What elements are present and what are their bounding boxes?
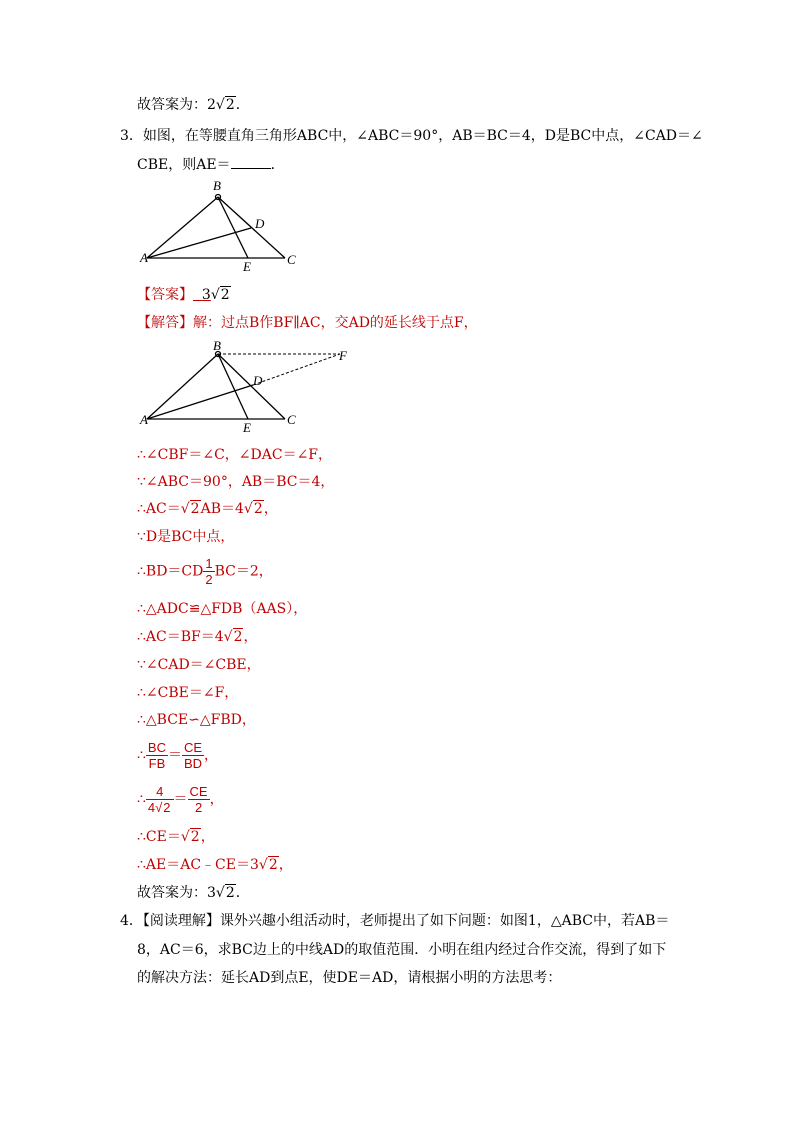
question-4-line-1: 4．【阅读理解】课外兴趣小组活动时，老师提出了如下问题：如图1，△ABC中，若AB＝ bbox=[120, 913, 670, 929]
question-4-line-2: 8，AC＝6，求BC边上的中线AD的取值范围．小明在组内经过合作交流，得到了如下 bbox=[137, 942, 667, 958]
step-11: ∴ $\frac{BC}{FB}$ ＝ $\frac{CE}{BD}$ ， bbox=[137, 740, 219, 771]
step-4: ∵D是BC中点， bbox=[137, 529, 235, 545]
half-fraction: $\frac{1}{2}$ bbox=[205, 556, 213, 587]
question-number: 4． bbox=[120, 913, 143, 929]
label-c2: C bbox=[287, 412, 296, 427]
label-a: A bbox=[140, 250, 148, 265]
step-12: ∴ $\frac{4}{4√2}$ ＝ $\frac{CE}{2}$ ， bbox=[137, 784, 224, 815]
step-1: ∴∠CBF＝∠C，∠DAC＝∠F， bbox=[137, 447, 333, 463]
question-number: 3． bbox=[120, 128, 143, 144]
label-e2: E bbox=[243, 420, 251, 435]
question-4-line-3: 的解决方法：延长AD到点E，使DE＝AD，请根据小明的方法思考： bbox=[137, 970, 562, 986]
answer-prefix: 故答案为： bbox=[137, 97, 207, 113]
step-9: ∴∠CBE＝∠F， bbox=[137, 685, 239, 701]
step-2: ∵∠ABC＝90°，AB＝BC＝4， bbox=[137, 474, 335, 490]
question-text: 如图，在等腰直角三角形ABC中，∠ABC＝90°，AB＝BC＝4，D是BC中点，∠CAD＝∠ bbox=[142, 128, 703, 144]
triangle-figure bbox=[135, 178, 305, 278]
triangle-figure-with-f bbox=[135, 340, 365, 435]
step-5: ∴BD＝CD $\frac{1}{2}$ BC＝2， bbox=[137, 556, 273, 587]
answer-coefficient: 2 bbox=[207, 97, 216, 113]
sqrt-expression: √2 bbox=[215, 97, 235, 113]
label-c: C bbox=[287, 252, 296, 267]
solution-intro: 【解答】解：过点B作BF∥AC，交AD的延长线于点F， bbox=[137, 315, 478, 331]
final-answer-line: 故答案为：3√2． bbox=[137, 885, 250, 901]
answer-tag: 【答案】 bbox=[137, 287, 193, 303]
answer-blank[interactable] bbox=[231, 156, 271, 169]
step-14: ∴AE＝AC﹣CE＝3√2， bbox=[137, 857, 293, 873]
step-10: ∴△BCE∽△FBD， bbox=[137, 712, 256, 728]
answer-line: 【答案】 3√2 bbox=[137, 287, 230, 303]
step-8: ∵∠CAD＝∠CBE， bbox=[137, 657, 261, 673]
question-3-line-2: CBE，则AE＝ ． bbox=[137, 157, 285, 173]
solution-tag: 【解答】 bbox=[137, 315, 193, 331]
step-7: ∴AC＝BF＝4√2， bbox=[137, 629, 258, 645]
step-3: ∴AC＝√2AB＝4√2， bbox=[137, 501, 278, 517]
previous-answer-line: 故答案为：2√2． bbox=[137, 97, 250, 113]
label-a2: A bbox=[140, 412, 148, 427]
step-6: ∴△ADC≌△FDB（AAS）， bbox=[137, 601, 308, 617]
label-b2: B bbox=[213, 340, 221, 353]
label-d2: D bbox=[253, 373, 263, 388]
label-d: D bbox=[255, 216, 265, 231]
question-3-line-1 bbox=[120, 127, 703, 145]
label-e: E bbox=[243, 259, 251, 274]
label-f: F bbox=[339, 348, 347, 363]
step-13: ∴CE＝√2， bbox=[137, 829, 215, 845]
label-b: B bbox=[213, 178, 221, 193]
